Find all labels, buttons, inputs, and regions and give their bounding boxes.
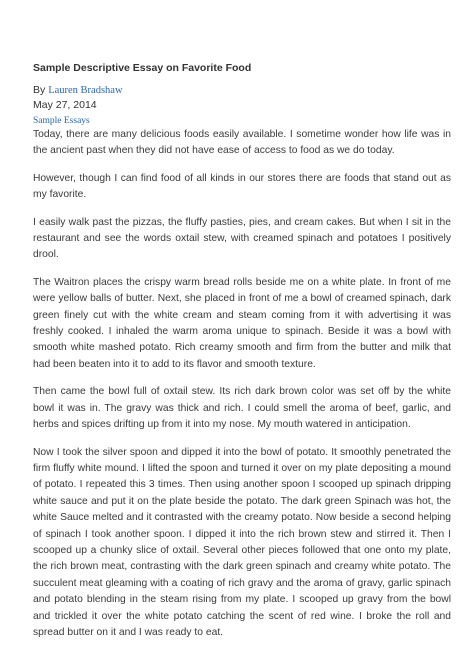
essay-paragraph: Now I took the silver spoon and dipped it into the bowl of potato. It smoothly penetrated the firm fluffy white mound. I lifted the spoon and turned it over on my plate depositing a mound of potato. I repeated this 3 times. Then using another spoon I scooped up spinach dripping white sauce and put it on the plate beside the potato. The dark green Spinach was hot, the white Sauce melted and it contrasted with the creamy potato. Now beside a second helping of spinach I took another spoon. I dipped it into the rich brown stew and stirred it. Then I scooped up a chunky slice of oxtail. Several other pieces followed that one onto my plate, the rich brown meat, contrasting with the dark green spinach and creamy white potato. The succulent meat gleaming with a coating of rich gravy and the aroma of gravy, garlic spinach and potato blending in the steam rising from my plate. I scooped up gravy from the bowl and trickled it over the white potato catching the scent of red wine. I broke the roll and spread butter on it and I was ready to eat.	[33, 446, 451, 638]
essay-paragraph: However, though I can find food of all kinds in our stores there are foods that stand out as my favorite.	[33, 172, 451, 201]
byline	[33, 84, 123, 96]
byline-prefix: By	[33, 84, 46, 96]
category-link[interactable]: Sample Essays	[33, 116, 90, 126]
essay-paragraph: I easily walk past the pizzas, the fluffy pasties, pies, and cream cakes. But when I sit in the restaurant and see the words oxtail stew, with creamed spinach and potatoes I positively drool.	[33, 216, 451, 261]
essay-title: Sample Descriptive Essay on Favorite Food	[33, 62, 252, 74]
essay-body	[33, 127, 451, 652]
author-link[interactable]: Lauren Bradshaw	[48, 85, 123, 96]
essay-paragraph: Today, there are many delicious foods easily available. I sometime wonder how life was in the ancient past when they did not have ease of access to food as we do today.	[33, 129, 451, 157]
essay-paragraph: Then came the bowl full of oxtail stew. Its rich dark brown color was set off by the white bowl it was in. The gravy was thick and rich. I could smell the aroma of beef, garlic, and herbs and spices drifting up from it into my nose. My mouth watered in anticipation.	[33, 386, 451, 431]
publish-date: May 27, 2014	[33, 99, 97, 111]
essay-paragraph: The Waitron places the crispy warm bread rolls beside me on a white plate. In front of me were yellow balls of butter. Next, she placed in front of me a bowl of creamed spinach, dark green finely cut with the white cream and steam coming from it with advertising it was freshly cooked. I inhaled the warm aroma unique to spinach. Beside it was a bowl with smooth white mashed potato. Rich creamy smooth and firm from the butter and milk that had been beaten into it to add to its flavor and smooth texture.	[33, 276, 451, 370]
